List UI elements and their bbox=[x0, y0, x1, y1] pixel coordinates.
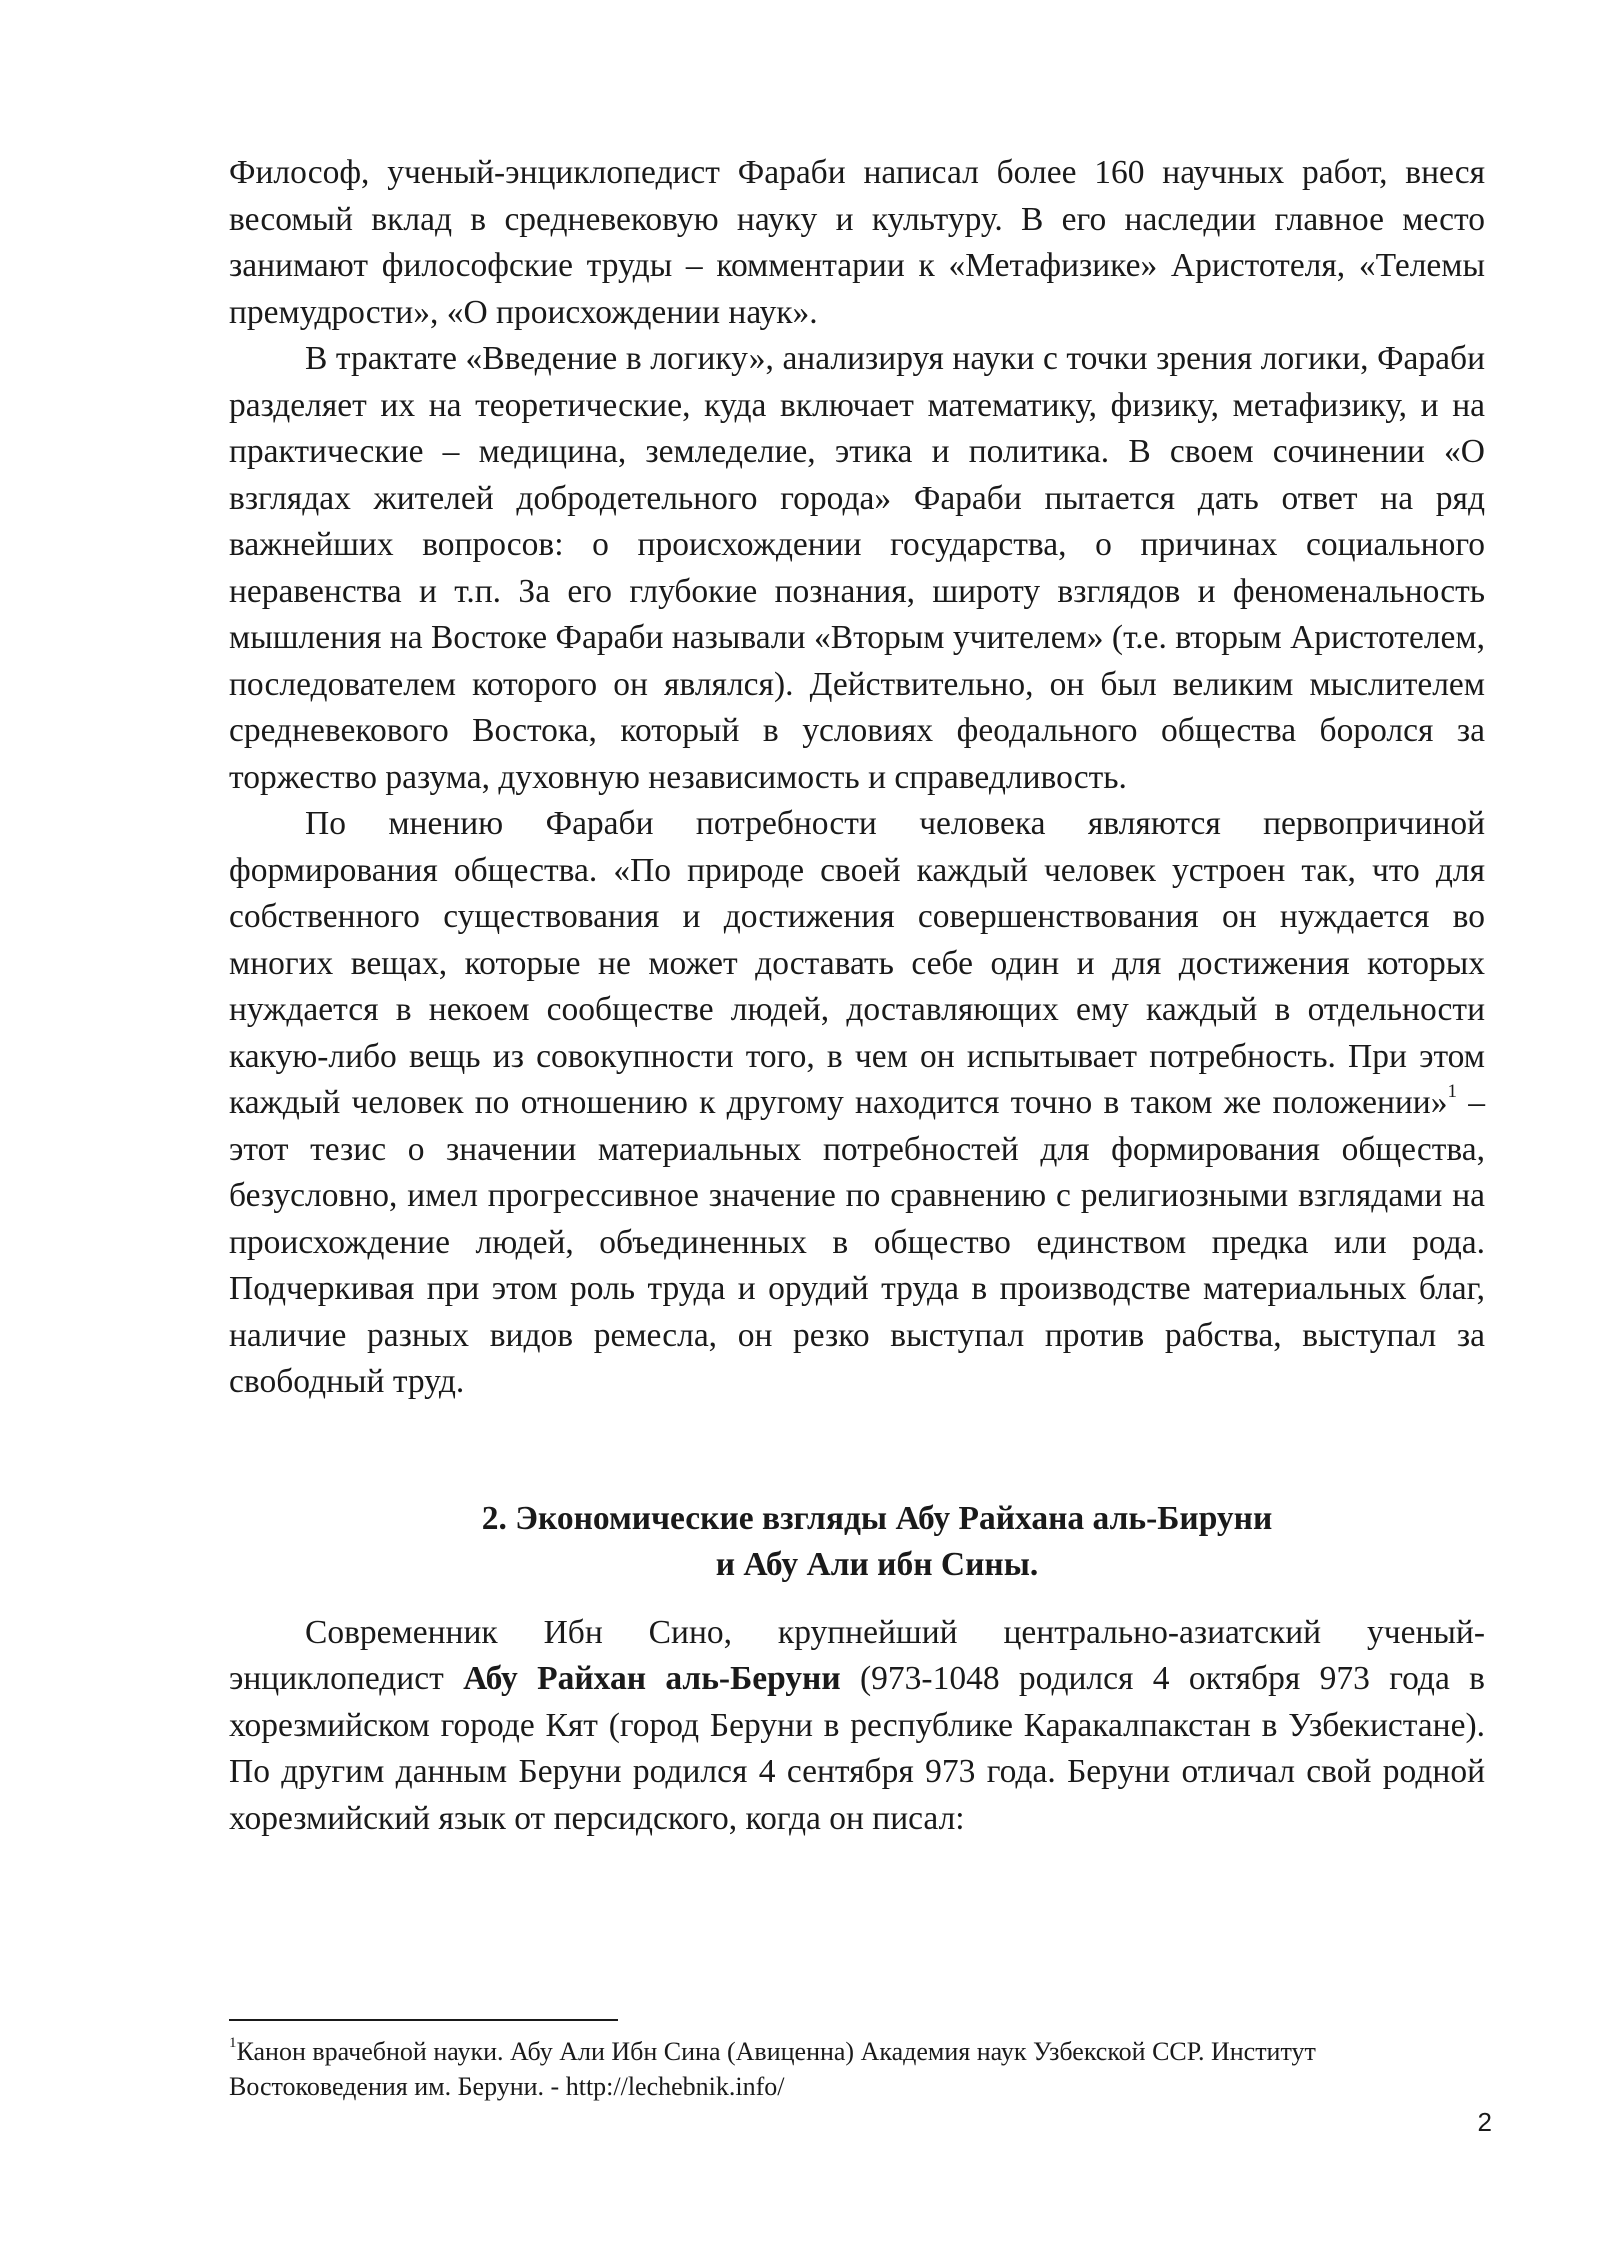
beruni-name: Абу Райхан аль-Беруни bbox=[463, 1660, 841, 1697]
footnote-text: Канон врачебной науки. Абу Али Ибн Сина (Авиценна) Академия наук Узбекской ССР. Институт Востоковедения им. Беруни. - http://lechebnik.info/ bbox=[229, 2037, 1316, 2101]
footnote-marker: 1 bbox=[229, 2035, 237, 2052]
page-body bbox=[229, 150, 1485, 1842]
paragraph-beruni-text-b: (973-1048 родился 4 октября 973 года в хорезмийском городе Кят (город Беруни в республике Каракалпакстан в Узбекистане). По другим данным Беруни родился 4 сентября 973 года. Беруни отличал свой родной хорезмийский язык от персидского, когда он писал: bbox=[229, 1660, 1485, 1837]
paragraph-human-needs bbox=[229, 801, 1485, 1406]
paragraph-human-needs-text-b: – этот тезис о значении материальных потребностей для формирования общества, безусловно, имел прогрессивное значение по сравнению с религиозными взглядами на происхождение людей, объединенных в общество единством предка или рода. Подчеркивая при этом роль труда и орудий труда в производстве материальных благ, наличие разных видов ремесла, он резко выступал против рабства, выступал за свободный труд. bbox=[229, 1084, 1486, 1400]
paragraph-farabi-works: Философ, ученый-энциклопедист Фараби написал более 160 научных работ, внеся весомый вклад в средневековую науку и культуру. В его наследии главное место занимают философские труды – комментарии к «Метафизике» Аристотеля, «Телемы премудрости», «О происхождении наук». bbox=[229, 154, 1485, 331]
footnote-separator bbox=[229, 2019, 618, 2021]
section-heading-line-1: 2. Экономические взгляды Абу Райхана аль-Бируни bbox=[481, 1499, 1273, 1537]
footnote-reference[interactable]: 1 bbox=[1447, 1080, 1457, 1102]
paragraph-beruni bbox=[229, 1610, 1485, 1843]
paragraph-logic-treatise: В трактате «Введение в логику», анализируя науки с точки зрения логики, Фараби разделяет их на теоретические, куда включает математику, физику, метафизику, и на практические – медицина, земледелие, этика и политика. В своем сочинении «О взглядах жителей добродетельного города» Фараби пытается дать ответ на ряд важнейших вопросов: о происхождении государства, о причинах социального неравенства и т.п. За его глубокие познания, широту взглядов и феноменальность мышления на Востоке Фараби называли «Вторым учителем» (т.е. вторым Аристотелем, последователем которого он являлся). Действительно, он был великим мыслителем средневекового Востока, который в условиях феодального общества боролся за торжество разума, духовную независимость и справедливость. bbox=[229, 340, 1485, 796]
section-heading-line-2: и Абу Али ибн Сины. bbox=[715, 1545, 1039, 1583]
footnote bbox=[229, 2034, 1485, 2104]
page-number: 2 bbox=[1477, 2107, 1492, 2137]
paragraph-human-needs-text-a: По мнению Фараби потребности человека являются первопричиной формирования общества. «По природе своей каждый человек устроен так, что для собственного существования и достижения совершенствования он нуждается во многих вещах, которые не может доставать себе один и для достижения которых нуждается в некоем сообществе людей, доставляющих ему каждый в отдельности какую-либо вещь из совокупности того, в чем он испытывает потребность. При этом каждый человек по отношению к другому находится точно в таком же положении» bbox=[229, 805, 1485, 1121]
paragraph-beruni-text-a: Современник Ибн Сино, крупнейший центрально-азиатский ученый-энциклопедист bbox=[229, 1613, 1485, 1697]
section-heading bbox=[229, 1496, 1485, 1588]
